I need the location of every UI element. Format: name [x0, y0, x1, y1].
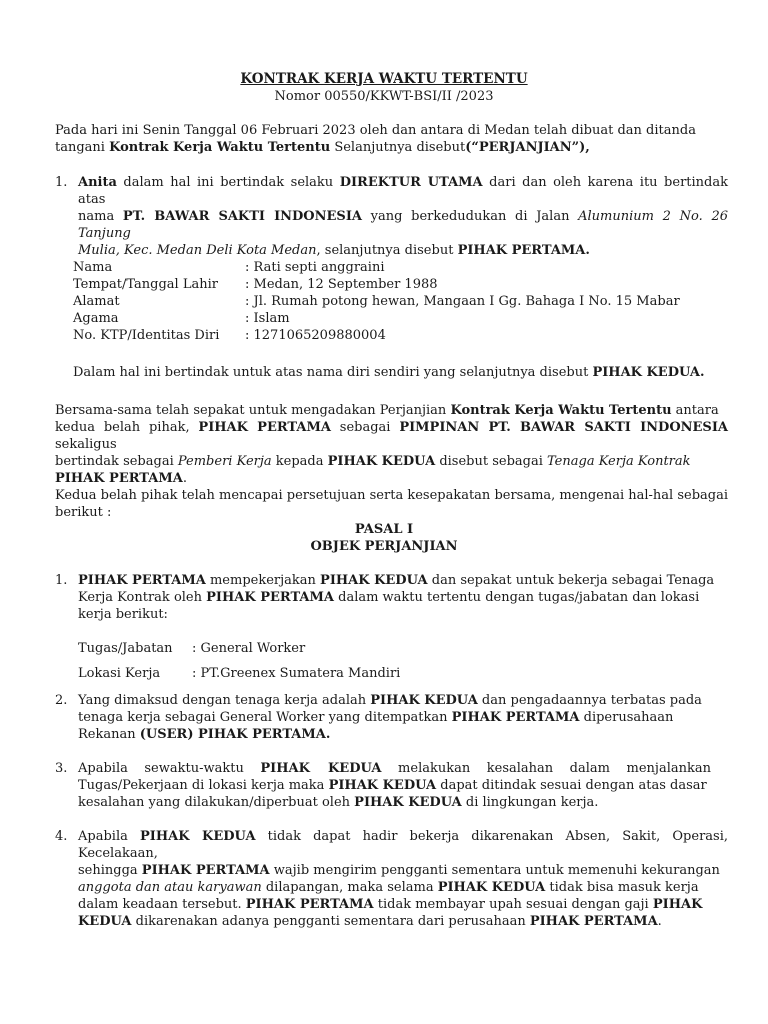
item4-line-3: anggota dan atau karyawan dilapangan, maka selama PIHAK KEDUA tidak bisa masuk kerja — [78, 880, 699, 895]
ktp-value: : 1271065209880004 — [245, 328, 386, 343]
party1-line-2: nama PT. BAWAR SAKTI INDONESIA yang berkedudukan di Jalan Alumunium 2 No. 26 Tanjung — [78, 209, 728, 241]
party2-statement: Dalam hal ini bertindak untuk atas nama diri sendiri yang selanjutnya disebut PIHAK KEDUA. — [73, 365, 705, 380]
job-label: Tugas/Jabatan — [78, 641, 173, 656]
item2-line-2: tenaga kerja sebagai General Worker yang ditempatkan PIHAK PERTAMA diperusahaan — [78, 710, 674, 725]
agreement-paragraph — [55, 402, 728, 487]
party1-line-3: Mulia, Kec. Medan Deli Kota Medan, selanjutnya disebut PIHAK PERTAMA. — [78, 243, 590, 258]
location-label: Lokasi Kerja — [78, 666, 161, 681]
party1-paragraph — [78, 174, 728, 259]
ktp-label: No. KTP/Identitas Diri — [73, 328, 220, 343]
name-value: : Rati septi anggraini — [245, 260, 385, 275]
agreement-line-1: Bersama-sama telah sepakat untuk mengadakan Perjanjian Kontrak Kerja Waktu Tertentu antara — [55, 403, 719, 418]
consensus-line-1: Kedua belah pihak telah mencapai persetujuan serta kesepakatan bersama, mengenai hal-hal sebagai — [55, 488, 729, 503]
consensus-paragraph — [55, 487, 728, 521]
item3-line-1: Apabila sewaktu-waktu PIHAK KEDUA melakukan kesalahan dalam menjalankan — [78, 761, 711, 776]
item1-paragraph — [78, 572, 728, 623]
document-title: KONTRAK KERJA WAKTU TERTENTU — [240, 71, 528, 87]
address-label: Alamat — [73, 294, 120, 309]
item3-line-2: Tugas/Pekerjaan di lokasi kerja maka PIHAK KEDUA dapat ditindak sesuai dengan atas dasar — [78, 778, 707, 793]
item1-line-1: PIHAK PERTAMA mempekerjakan PIHAK KEDUA dan sepakat untuk bekerja sebagai Tenaga — [78, 573, 715, 588]
religion-value: : Islam — [245, 311, 290, 326]
item4-number: 4. — [55, 829, 68, 844]
item2-line-3: Rekanan (USER) PIHAK PERTAMA. — [78, 727, 331, 742]
location-value: : PT.Greenex Sumatera Mandiri — [192, 666, 401, 681]
consensus-line-2: berikut : — [55, 505, 112, 520]
item4-line-5: KEDUA dikarenakan adanya pengganti sementara dari perusahaan PIHAK PERTAMA. — [78, 914, 662, 929]
agreement-line-2: kedua belah pihak, PIHAK PERTAMA sebagai PIMPINAN PT. BAWAR SAKTI INDONESIA sekaligus — [55, 420, 728, 452]
document-number: Nomor 00550/KKWT-BSI/II /2023 — [274, 89, 494, 104]
item2-paragraph — [78, 692, 728, 743]
pasal-subheading: OBJEK PERJANJIAN — [310, 539, 458, 554]
birth-label: Tempat/Tanggal Lahir — [73, 277, 218, 292]
name-label: Nama — [73, 260, 113, 275]
intro-line-1: Pada hari ini Senin Tanggal 06 Februari 2023 oleh dan antara di Medan telah dibuat dan ditanda — [55, 123, 696, 138]
party1-number: 1. — [55, 175, 68, 190]
religion-label: Agama — [73, 311, 119, 326]
item4-line-4: dalam keadaan tersebut. PIHAK PERTAMA tidak membayar upah sesuai dengan gaji PIHAK — [78, 897, 703, 912]
item1-number: 1. — [55, 573, 68, 588]
party1-line-1: Anita dalam hal ini bertindak selaku DIREKTUR UTAMA dari dan oleh karena itu bertindak atas — [78, 175, 728, 207]
item3-line-3: kesalahan yang dilakukan/diperbuat oleh PIHAK KEDUA di lingkungan kerja. — [78, 795, 599, 810]
agreement-line-3: bertindak sebagai Pemberi Kerja kepada PIHAK KEDUA disebut sebagai Tenaga Kerja Kontrak — [55, 454, 691, 469]
birth-value: : Medan, 12 September 1988 — [245, 277, 438, 292]
item4-line-1: Apabila PIHAK KEDUA tidak dapat hadir bekerja dikarenakan Absen, Sakit, Operasi, Kecelakaan, — [78, 829, 728, 861]
item4-line-2: sehingga PIHAK PERTAMA wajib mengirim pengganti sementara untuk memenuhi kekurangan — [78, 863, 720, 878]
item3-number: 3. — [55, 761, 68, 776]
agreement-line-4: PIHAK PERTAMA. — [55, 471, 187, 486]
address-value: : Jl. Rumah potong hewan, Mangaan I Gg. Bahaga I No. 15 Mabar — [245, 294, 680, 309]
item1-line-2: Kerja Kontrak oleh PIHAK PERTAMA dalam waktu tertentu dengan tugas/jabatan dan lokasi — [78, 590, 700, 605]
item4-paragraph — [78, 828, 728, 930]
intro-line-2: tangani Kontrak Kerja Waktu Tertentu Selanjutnya disebut(“PERJANJIAN”), — [55, 140, 590, 155]
job-value: : General Worker — [192, 641, 306, 656]
pasal-heading: PASAL I — [354, 522, 414, 537]
item2-line-1: Yang dimaksud dengan tenaga kerja adalah PIHAK KEDUA dan pengadaannya terbatas pada — [78, 693, 702, 708]
intro-paragraph — [55, 122, 728, 156]
item2-number: 2. — [55, 693, 68, 708]
item1-line-3: kerja berikut: — [78, 607, 168, 622]
item3-paragraph — [78, 760, 728, 811]
